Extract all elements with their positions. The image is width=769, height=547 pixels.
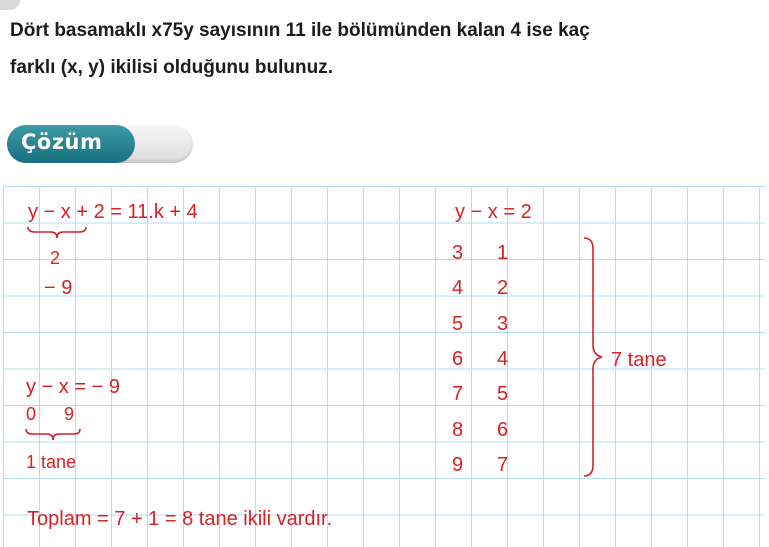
pair-y: 4: [497, 348, 509, 370]
underbrace-left-top: [27, 226, 87, 240]
pair-y: 1: [497, 242, 509, 264]
pair-row: [452, 242, 532, 266]
pair-row: [452, 454, 532, 478]
total-result: Toplam = 7 + 1 = 8 tane ikili vardır.: [27, 508, 333, 530]
solution-badge: [7, 125, 193, 163]
pair-y: 3: [497, 313, 509, 335]
pair-y: 6: [497, 419, 509, 441]
left-count: 1 tane: [26, 452, 77, 472]
pair-x: 6: [452, 348, 464, 370]
pair-row: [452, 348, 532, 372]
left-equation-2: y − x = − 9: [26, 376, 120, 398]
question-text: [10, 12, 762, 86]
pair-x: 9: [452, 454, 464, 476]
pair-x: 4: [452, 277, 464, 299]
pair-y: 2: [497, 277, 509, 299]
solution-label: Çözüm: [21, 130, 103, 154]
pair-y: 5: [497, 383, 509, 405]
left-value-minus9: − 9: [44, 277, 73, 299]
pair-row: [452, 313, 532, 337]
left-value-2: 2: [50, 248, 61, 268]
pair-x: 8: [452, 419, 464, 441]
right-equation: y − x = 2: [455, 201, 532, 223]
underbrace-left-bottom: [25, 428, 81, 442]
question-line-2: farklı (x, y) ikilisi olduğunu bulunuz.: [10, 57, 334, 78]
left-pair-x: 0: [26, 404, 37, 424]
question-line-1: Dört basamaklı x75y sayısının 11 ile bölümünden kalan 4 ise kaç: [10, 20, 590, 41]
left-pair-y: 9: [64, 404, 75, 424]
pair-row: [452, 419, 532, 443]
page-corner-mark: [0, 0, 20, 10]
pair-x: 7: [452, 383, 464, 405]
pair-x: 3: [452, 242, 464, 264]
left-equation: y − x + 2 = 11.k + 4: [28, 201, 198, 223]
pair-row: [452, 383, 532, 407]
pair-y: 7: [497, 454, 509, 476]
pair-row: [452, 277, 532, 301]
right-curly-brace: [582, 237, 606, 477]
right-count: 7 tane: [611, 349, 667, 371]
pair-x: 5: [452, 313, 464, 335]
